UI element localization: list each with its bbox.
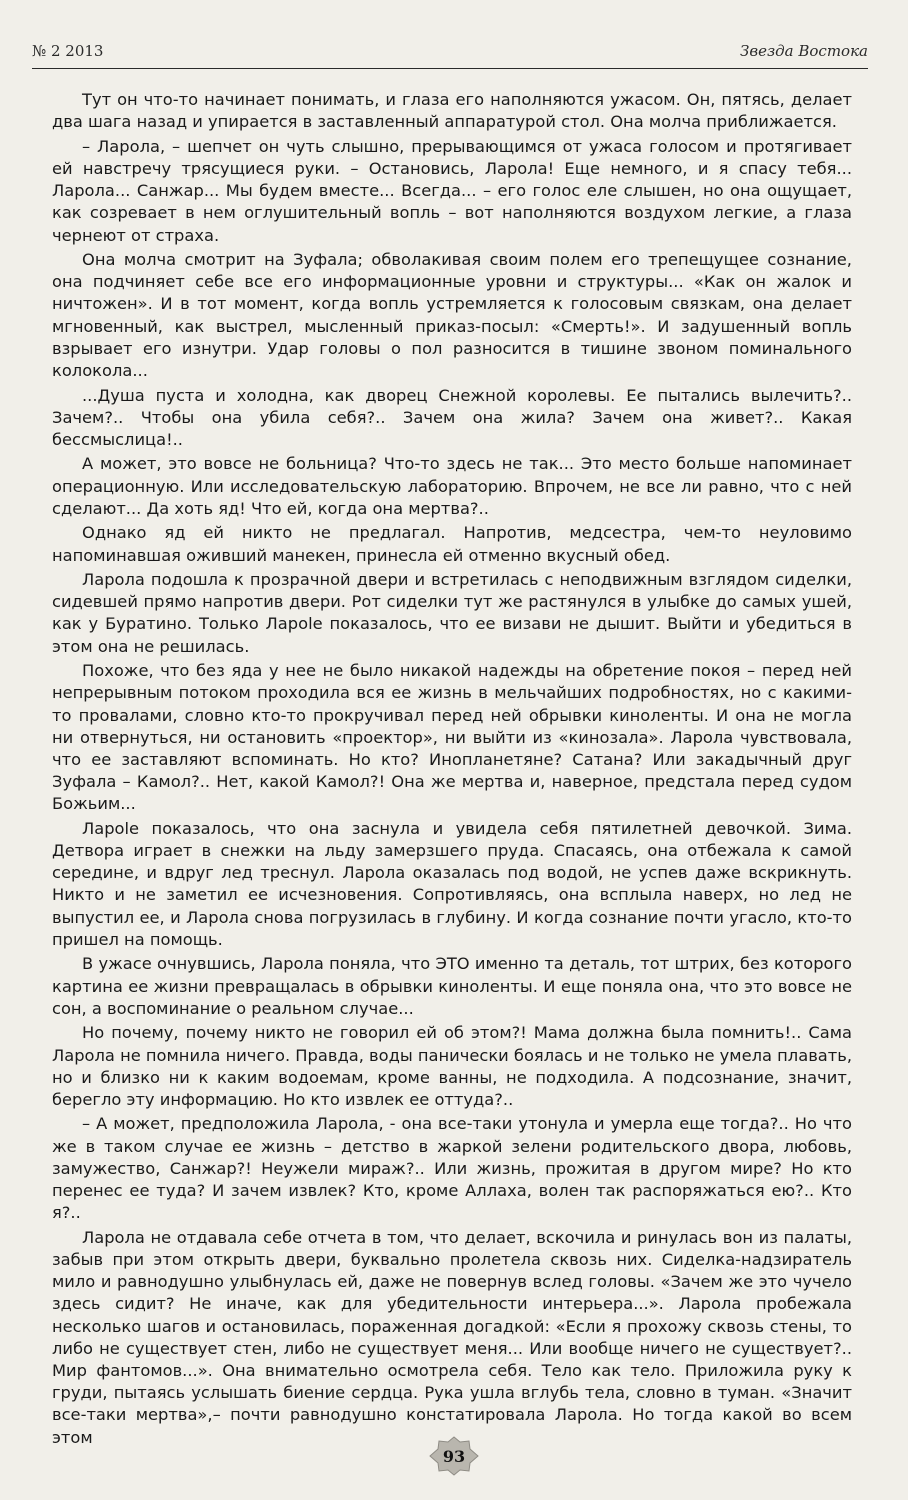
paragraph: Ларole показалось, что она заснула и увидела себя пятилетней девочкой. Зима. Детвора играет в снежки на льду замерзшего пруда. Спасаясь, она отбежала к самой середине, и вдруг лед треснул. Ларола оказалась под водой, не успев даже вскрикнуть. Никто и не заметил ее исчезновения. Сопротивляясь, она всплыла наверх, но лед не выпустил ее, и Ларола снова погрузилась в глубину. И когда сознание почти угасло, кто-то пришел на помощь.	[52, 818, 852, 949]
page-number-badge	[429, 1436, 479, 1476]
paragraph: Ларола не отдавала себе отчета в том, что делает, вскочила и ринулась вон из палаты, забыв при этом открыть двери, буквально пролетела сквозь них. Сиделка-надзиратель мило и равнодушно улыбнулась ей, даже не повернув вслед головы. «Зачем же это чучело здесь сидит? Не иначе, как для убедительности интерьера...». Ларола пробежала несколько шагов и остановилась, пораженная догадкой: «Если я прохожу сквозь стены, то либо не существует стен, либо не существует меня... Или вообще ничего не существует?.. Мир фантомов...». Она внимательно осмотрела себя. Тело как тело. Приложила руку к груди, пытаясь услышать биение сердца. Рука ушла вглубь тела, словно в туман. «Значит все-таки мертва»,– почти равнодушно констатировала Ларола. Но тогда какой во всем этом	[52, 1227, 852, 1447]
paragraph: Она молча смотрит на Зуфала; обволакивая своим полем его трепещущее сознание, она подчиняет себе все его информационные уровни и структуры... «Как он жалок и ничтожен». И в тот момент, когда вопль устремляется к голосовым связкам, она делает мгновенный, как выстрел, мысленный приказ-посыл: «Смерть!». И задушенный вопль взрывает его изнутри. Удар головы о пол разносится в тишине звоном поминального колокола...	[52, 250, 852, 381]
body-text	[52, 89, 852, 1451]
paragraph: – А может, предположила Ларола, - она все-таки утонула и умерла еще тогда?.. Но что же в таком случае ее жизнь – детство в жаркой зелени родительского двора, любовь, замужество, Санжар?! Неужели мираж?.. Или жизнь, прожитая в другом мире? Но кто перенес ее туда? И зачем извлек? Кто, кроме Аллаха, волен так распоряжаться ею?.. Кто я?..	[52, 1114, 852, 1223]
paragraph: Ларола подошла к прозрачной двери и встретилась с неподвижным взглядом сиделки, сидевшей прямо напротив двери. Рот сиделки тут же растянулся в улыбке до самых ушей, как у Буратино. Только Ларole показалось, что ее визави не дышит. Выйти и убедиться в этом она не решилась.	[52, 570, 852, 656]
paragraph: Но почему, почему никто не говорил ей об этом?! Мама должна была помнить!.. Сама Ларола не помнила ничего. Правда, воды панически боялась и не только не умела плавать, но и близко ни к каким водоемам, кроме ванны, не подходила. А подсознание, значит, берегло эту информацию. Но кто извлек ее оттуда?..	[52, 1023, 853, 1109]
paragraph: Похоже, что без яда у нее не было никакой надежды на обретение покоя – перед ней непрерывным потоком проходила вся ее жизнь в мельчайших подробностях, но с какими-то провалами, словно кто-то прокручивал перед ней обрывки киноленты. И она не могла ни отвернуться, ни остановить «проектор», ни выйти из «кинозала». Ларола чувствовала, что ее заставляют вспоминать. Но кто? Инопланетяне? Сатана? Или закадычный друг Зуфала – Камол?.. Нет, какой Камол?! Она же мертва и, наверное, предстала перед судом Божьим...	[52, 661, 852, 814]
page-footer	[0, 1436, 908, 1476]
paragraph: Тут он что-то начинает понимать, и глаза его наполняются ужасом. Он, пятясь, делает два шага назад и упирается в заставленный аппаратурой стол. Она молча приближается.	[52, 90, 852, 132]
paragraph: В ужасе очнувшись, Ларола поняла, что ЭТО именно та деталь, тот штрих, без которого картина ее жизни превращалась в обрывки киноленты. И еще поняла она, что это вовсе не сон, а воспоминание о реальном случае...	[52, 954, 852, 1018]
issue-number: № 2 2013	[32, 42, 104, 60]
page-number: 93	[442, 1446, 466, 1466]
paragraph: – Ларола, – шепчет он чуть слышно, прерывающимся от ужаса голосом и протягивает ей навстречу трясущиеся руки. – Остановись, Ларола! Еще немного, и я спасу тебя... Ларола... Санжар... Мы будем вместе... Всегда... – его голос еле слышен, но она ощущает, как созревает в нем оглушительный вопль – вот наполняются воздухом легкие, а глаза чернеют от страха.	[52, 136, 852, 245]
paragraph: ...Душа пуста и холодна, как дворец Снежной королевы. Ее пытались вылечить?.. Зачем?.. Чтобы она убила себя?.. Зачем она жила? Зачем она живет?.. Какая бессмыслица!..	[52, 385, 852, 449]
running-header	[32, 40, 868, 69]
paragraph: А может, это вовсе не больница? Что-то здесь не так... Это место больше напоминает операционную. Или исследовательскую лабораторию. Впрочем, не все ли равно, что с ней сделают... Да хоть яд! Что ей, когда она мертва?..	[52, 454, 852, 518]
paragraph: Однако яд ей никто не предлагал. Напротив, медсестра, чем-то неуловимо напоминавшая оживший манекен, принесла ей отменно вкусный обед.	[52, 523, 852, 565]
journal-title: Звезда Востока	[740, 42, 868, 60]
